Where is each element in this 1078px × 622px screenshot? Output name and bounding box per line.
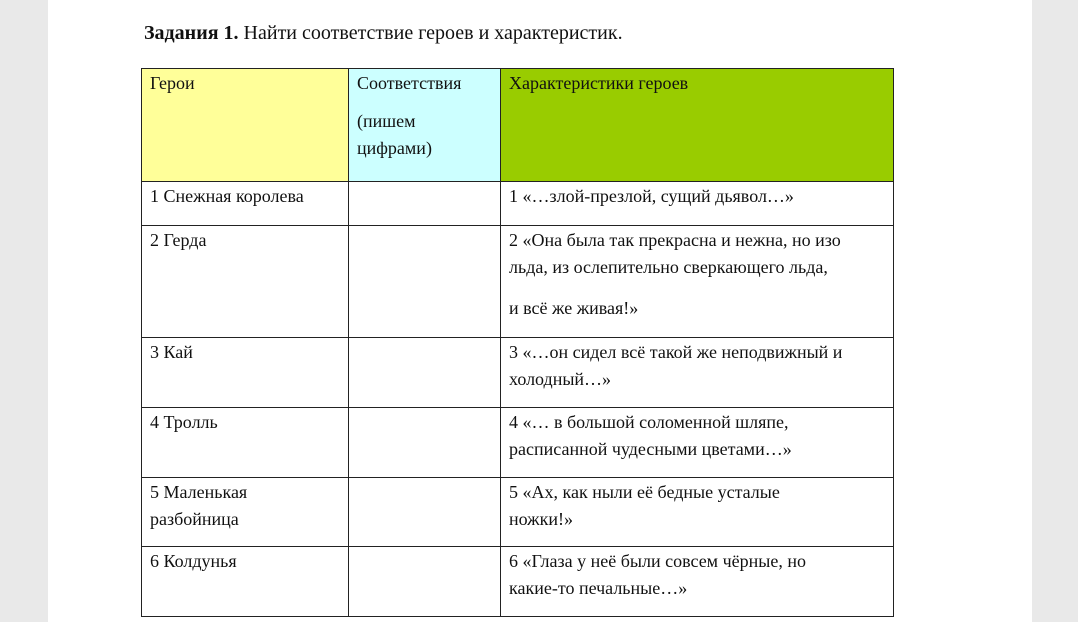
header-heroes-label: Герои <box>150 73 195 93</box>
hero-cell <box>142 547 349 617</box>
hero-cell <box>142 408 349 478</box>
characteristic-cell <box>501 547 894 617</box>
hero-name: 4 Тролль <box>150 412 218 432</box>
characteristic-text: 6 «Глаза у неё были совсем чёрные, но <box>509 551 806 571</box>
match-answer-cell[interactable] <box>349 226 501 338</box>
header-match-label: Соответствия <box>357 73 462 93</box>
characteristic-text: 3 «…он сидел всё такой же неподвижный и <box>509 342 843 362</box>
characteristic-cell <box>501 182 894 226</box>
hero-name: 3 Кай <box>150 342 193 362</box>
characteristic-text: 1 «…злой-презлой, сущий дьявол…» <box>509 186 794 206</box>
characteristic-cell <box>501 408 894 478</box>
characteristic-text: холодный…» <box>509 369 612 389</box>
header-characteristics <box>501 69 894 182</box>
characteristic-text: 2 «Она была так прекрасна и нежна, но изо <box>509 230 841 250</box>
table-row <box>142 547 894 617</box>
table-row <box>142 408 894 478</box>
matching-table <box>141 68 894 617</box>
match-answer-cell[interactable] <box>349 547 501 617</box>
header-match-note-2: цифрами) <box>357 138 432 158</box>
header-match <box>349 69 501 182</box>
task-heading-number: Задания 1. <box>144 22 239 44</box>
task-heading <box>144 20 623 46</box>
task-heading-text: Найти соответствие героев и характеристик. <box>238 22 623 44</box>
header-match-note-1: (пишем <box>357 111 416 131</box>
characteristic-text: льда, из ослепительно сверкающего льда, <box>509 257 828 277</box>
characteristic-text: ножки!» <box>509 509 573 529</box>
hero-name: 2 Герда <box>150 230 207 250</box>
hero-cell <box>142 226 349 338</box>
characteristic-cell <box>501 338 894 408</box>
hero-cell <box>142 478 349 547</box>
table-header-row <box>142 69 894 182</box>
hero-name: 5 Маленькая <box>150 482 248 502</box>
characteristic-text: какие-то печальные…» <box>509 578 688 598</box>
hero-name: 1 Снежная королева <box>150 186 304 206</box>
match-answer-cell[interactable] <box>349 338 501 408</box>
hero-cell <box>142 182 349 226</box>
document-page <box>48 0 1032 622</box>
characteristic-text: 5 «Ах, как ныли её бедные усталые <box>509 482 780 502</box>
hero-cell <box>142 338 349 408</box>
header-characteristics-label: Характеристики героев <box>509 73 689 93</box>
header-heroes <box>142 69 349 182</box>
table-row <box>142 478 894 547</box>
match-answer-cell[interactable] <box>349 182 501 226</box>
match-answer-cell[interactable] <box>349 478 501 547</box>
table-row <box>142 338 894 408</box>
hero-name: 6 Колдунья <box>150 551 237 571</box>
hero-name: разбойница <box>150 509 239 529</box>
table-row <box>142 182 894 226</box>
characteristic-text: 4 «… в большой соломенной шляпе, <box>509 412 789 432</box>
characteristic-cell <box>501 478 894 547</box>
table-row <box>142 226 894 338</box>
characteristic-cell <box>501 226 894 338</box>
characteristic-text: и всё же живая!» <box>509 298 639 318</box>
match-answer-cell[interactable] <box>349 408 501 478</box>
characteristic-text: расписанной чудесными цветами…» <box>509 439 792 459</box>
